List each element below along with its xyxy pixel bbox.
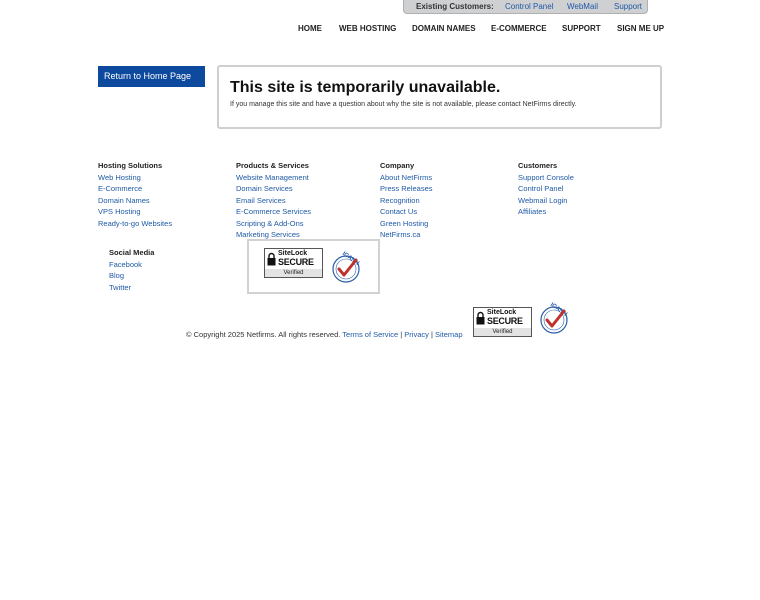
footer-link-domain-services[interactable]: Domain Services — [236, 184, 293, 193]
footer-link-marketing[interactable]: Marketing Services — [236, 230, 300, 239]
unavailable-notice — [217, 65, 662, 129]
sitelock-secure: SECURE — [487, 316, 523, 326]
footer-link-ecommerce-services[interactable]: E-Commerce Services — [236, 207, 312, 216]
footer-link-webmail-login[interactable]: Webmail Login — [518, 195, 568, 205]
notice-message: If you manage this site and have a question about why the site is not available, please contact NetFirms directly. — [230, 101, 577, 108]
footer-link-affiliates[interactable]: Affiliates — [518, 207, 547, 216]
sitelock-badge-footer[interactable] — [473, 307, 532, 337]
sitelock-verified: Verified — [474, 328, 531, 336]
svg-text:ICANN: ICANN — [549, 302, 569, 318]
separator: | — [398, 330, 405, 339]
topbar-support-link[interactable]: Support — [614, 2, 643, 11]
footer-link-web-hosting[interactable]: Web Hosting — [98, 172, 141, 182]
nav-ecommerce[interactable]: E-COMMERCE — [491, 24, 547, 33]
sitelock-name: SiteLock — [278, 250, 308, 257]
footer-link-domain-names[interactable]: Domain Names — [98, 195, 150, 205]
nav-home[interactable]: HOME — [298, 24, 322, 33]
separator: | — [428, 330, 435, 339]
sitelock-name: SiteLock — [487, 309, 517, 316]
footer-link-email-services[interactable]: Email Services — [236, 195, 286, 205]
copyright-text: © Copyright 2025 Netfirms. All rights reserved. — [186, 330, 341, 339]
footer-customers-column — [518, 160, 574, 218]
sitelock-badge[interactable] — [264, 248, 323, 278]
sitelock-secure: SECURE — [278, 257, 314, 267]
return-home-button[interactable]: Return to Home Page — [98, 66, 205, 87]
nav-support[interactable]: SUPPORT — [562, 24, 601, 33]
footer-link-contact[interactable]: Contact Us — [380, 207, 418, 216]
nav-domain-names[interactable]: DOMAIN NAMES — [412, 24, 476, 33]
footer-link-blog[interactable]: Blog — [109, 271, 125, 280]
footer-social-heading: Social Media — [109, 248, 155, 257]
existing-customers-bar — [403, 0, 648, 14]
topbar-control-panel-link[interactable]: Control Panel — [505, 2, 554, 11]
footer-link-twitter[interactable]: Twitter — [109, 282, 132, 292]
padlock-icon — [267, 252, 276, 266]
copyright-line — [186, 330, 463, 339]
icann-badge-icon[interactable] — [329, 251, 363, 285]
terms-link[interactable]: Terms of Service — [342, 330, 399, 339]
footer-products-heading: Products & Services — [236, 161, 309, 170]
existing-customers-label: Existing Customers: — [416, 2, 494, 11]
footer-link-website-management[interactable]: Website Management — [236, 172, 309, 182]
footer-link-about[interactable]: About NetFirms — [380, 172, 433, 182]
footer-hosting-column — [98, 160, 172, 229]
sitemap-link[interactable]: Sitemap — [435, 330, 463, 339]
footer-link-control-panel[interactable]: Control Panel — [518, 184, 564, 193]
footer-hosting-heading: Hosting Solutions — [98, 161, 163, 170]
notice-title: This site is temporarily unavailable. — [230, 79, 501, 96]
footer-customers-heading: Customers — [518, 161, 558, 170]
footer-social-column — [109, 247, 154, 293]
footer-link-support-console[interactable]: Support Console — [518, 172, 574, 182]
topbar-webmail-link[interactable]: WebMail — [567, 2, 598, 11]
svg-text:ICANN: ICANN — [341, 251, 361, 267]
nav-sign-me-up[interactable]: SIGN ME UP — [617, 24, 665, 33]
footer-link-ready-to-go[interactable]: Ready-to-go Websites — [98, 218, 173, 228]
footer-company-column — [380, 160, 433, 241]
footer-link-vps-hosting[interactable]: VPS Hosting — [98, 207, 141, 216]
footer-products-column — [236, 160, 311, 241]
privacy-link[interactable]: Privacy — [404, 330, 429, 339]
padlock-icon — [476, 311, 485, 325]
trust-badges-box — [247, 239, 380, 294]
nav-web-hosting[interactable]: WEB HOSTING — [339, 24, 397, 33]
footer-link-facebook[interactable]: Facebook — [109, 259, 142, 269]
footer-company-heading: Company — [380, 161, 415, 170]
icann-badge-icon-footer[interactable] — [537, 302, 571, 336]
footer-link-press[interactable]: Press Releases — [380, 184, 433, 193]
footer-link-netfirms-ca[interactable]: NetFirms.ca — [380, 230, 421, 239]
footer-link-recognition[interactable]: Recognition — [380, 195, 420, 205]
footer-link-ecommerce[interactable]: E-Commerce — [98, 184, 143, 193]
footer-link-green-hosting[interactable]: Green Hosting — [380, 218, 429, 228]
sitelock-verified: Verified — [265, 269, 322, 277]
footer-link-scripting[interactable]: Scripting & Add-Ons — [236, 218, 304, 228]
